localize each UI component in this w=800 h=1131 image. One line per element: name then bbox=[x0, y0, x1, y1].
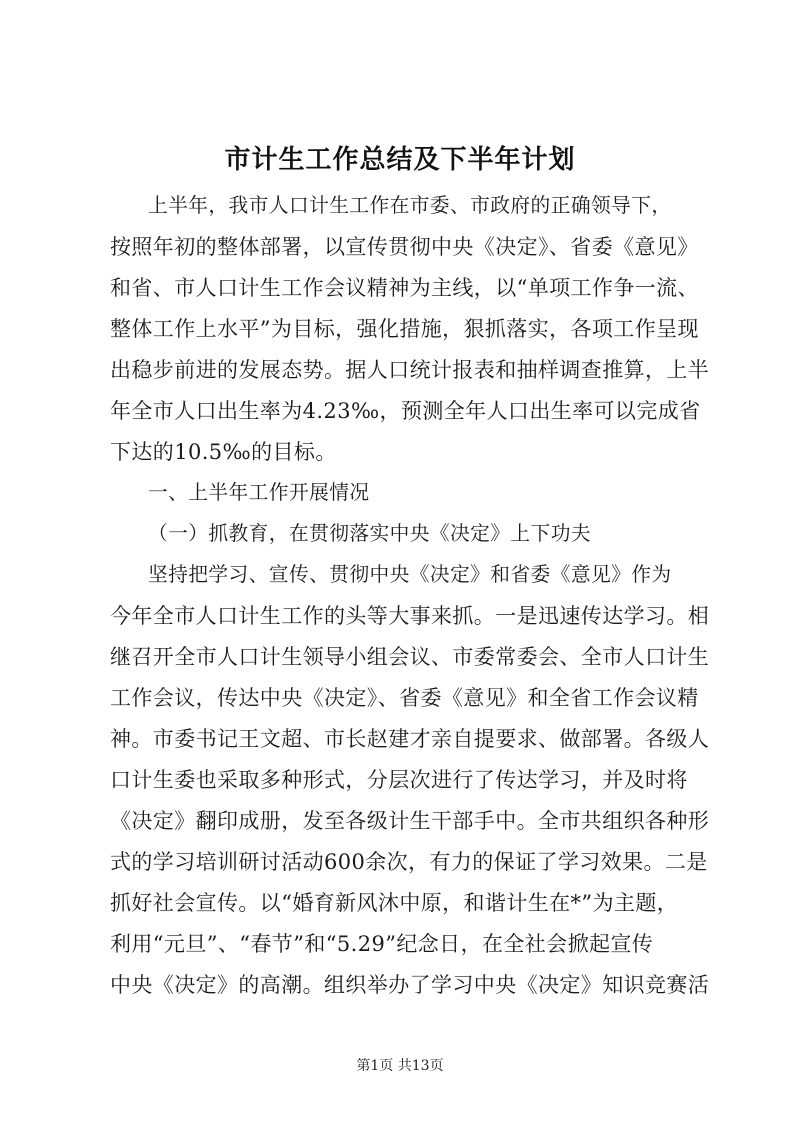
body-line-3: 和省、市人口计生工作会议精神为主线，以“单项工作争一流、 bbox=[110, 276, 699, 300]
body-line-12: 神。市委书记王文超、市长赵建才亲自提要求、做部署。各级人 bbox=[110, 727, 710, 751]
section-heading: 一、上半年工作开展情况 bbox=[148, 481, 370, 504]
body-line-6: 年全市人口出生率为4.23‰，预测全年人口出生率可以完成省 bbox=[110, 399, 701, 423]
body-line-13: 口计生委也采取多种形式，分层次进行了传达学习，并及时将 bbox=[110, 768, 688, 792]
body-line-15: 式的学习培训研讨活动600余次，有力的保证了学习效果。二是 bbox=[110, 850, 708, 874]
body-line-10: 继召开全市人口计生领导小组会议、市委常委会、全市人口计生 bbox=[110, 645, 710, 669]
body-line-1: 上半年，我市人口计生工作在市委、市政府的正确领导下， bbox=[148, 194, 672, 217]
body-line-16: 抓好社会宣传。以“婚育新风沐中原，和谐计生在*”为主题， bbox=[110, 891, 679, 915]
document-title: 市计生工作总结及下半年计划 bbox=[224, 145, 576, 175]
body-line-7: 下达的10.5‰的目标。 bbox=[110, 440, 337, 464]
body-line-17: 利用“元旦”、“春节”和“5.29”纪念日，在全社会掀起宣传 bbox=[110, 932, 654, 956]
subsection-heading: （一）抓教育，在贯彻落实中央《决定》上下功夫 bbox=[148, 522, 591, 545]
body-line-9: 今年全市人口计生工作的头等大事来抓。一是迅速传达学习。相 bbox=[110, 604, 710, 628]
body-line-8: 坚持把学习、宣传、贯彻中央《决定》和省委《意见》作为 bbox=[148, 563, 672, 586]
body-line-2: 按照年初的整体部署，以宣传贯彻中央《决定》、省委《意见》 bbox=[110, 235, 699, 259]
body-line-4: 整体工作上水平”为目标，强化措施，狠抓落实，各项工作呈现 bbox=[110, 317, 699, 341]
body-line-18: 中央《决定》的高潮。组织举办了学习中央《决定》知识竞赛活 bbox=[110, 973, 710, 997]
body-line-11: 工作会议，传达中央《决定》、省委《意见》和全省工作会议精 bbox=[110, 686, 699, 710]
page-footer: 第1页 共13页 bbox=[356, 1058, 444, 1074]
body-line-14: 《决定》翻印成册，发至各级计生干部手中。全市共组织各种形 bbox=[110, 809, 710, 833]
body-line-5: 出稳步前进的发展态势。据人口统计报表和抽样调查推算，上半 bbox=[110, 358, 710, 382]
